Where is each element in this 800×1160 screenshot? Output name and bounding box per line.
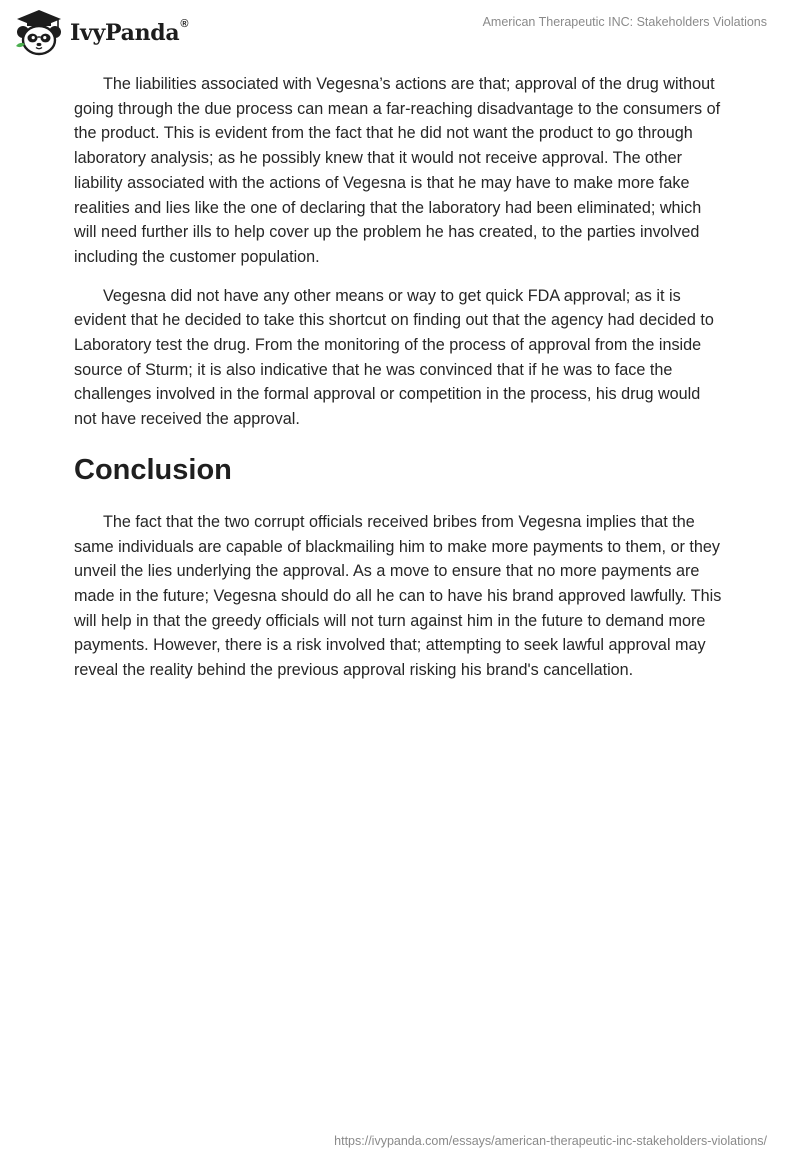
body-paragraph-1: The liabilities associated with Vegesna’s actions are that; approval of the drug without going through the due process can mean a far-reaching disadvantage to the consumers of the product. This is evident from the fact that he did not want the product to go through laboratory analysis; as he possibly knew that it would not receive approval. The other liability associated with the actions of Vegesna is that he may have to make more fake realities and lies like the one of declaring that the laboratory had been eliminated; which will need further ills to help cover up the problem he has created, to the parties involved including the customer population.	[74, 75, 721, 266]
document-title: American Therapeutic INC: Stakeholders Violations	[482, 15, 767, 29]
source-url-link[interactable]: https://ivypanda.com/essays/american-therapeutic-inc-stakeholders-violations/	[334, 1134, 767, 1148]
panda-graduate-icon	[14, 8, 64, 56]
brand-name: IvyPanda®	[70, 18, 189, 46]
essay-content	[74, 72, 726, 697]
conclusion-heading: Conclusion	[74, 453, 232, 486]
body-paragraph-2: Vegesna did not have any other means or way to get quick FDA approval; as it is evident that he decided to take this shortcut on finding out that the agency had decided to Laboratory test the drug. From the monitoring of the process of approval from the inside source of Sturm; it is also indicative that he was convinced that if he was to face the challenges involved in the formal approval or competition in the process, his drug would not have received the approval.	[74, 286, 714, 429]
ivypanda-logo[interactable]	[14, 8, 188, 56]
registered-mark: ®	[180, 18, 189, 30]
conclusion-paragraph: The fact that the two corrupt officials received bribes from Vegesna implies that the same individuals are capable of blackmailing him to make more payments to them, or they unveil the lies underlying the approval. As a move to ensure that no more payments are made in the future; Vegesna should do all he can to have his brand approved lawfully. This will help in that the greedy officials will not turn against him in the future to demand more payments. However, there is a risk involved that; attempting to seek lawful approval may reveal the reality behind the previous approval risking his brand's cancellation.	[74, 512, 722, 680]
page-header	[0, 0, 800, 64]
